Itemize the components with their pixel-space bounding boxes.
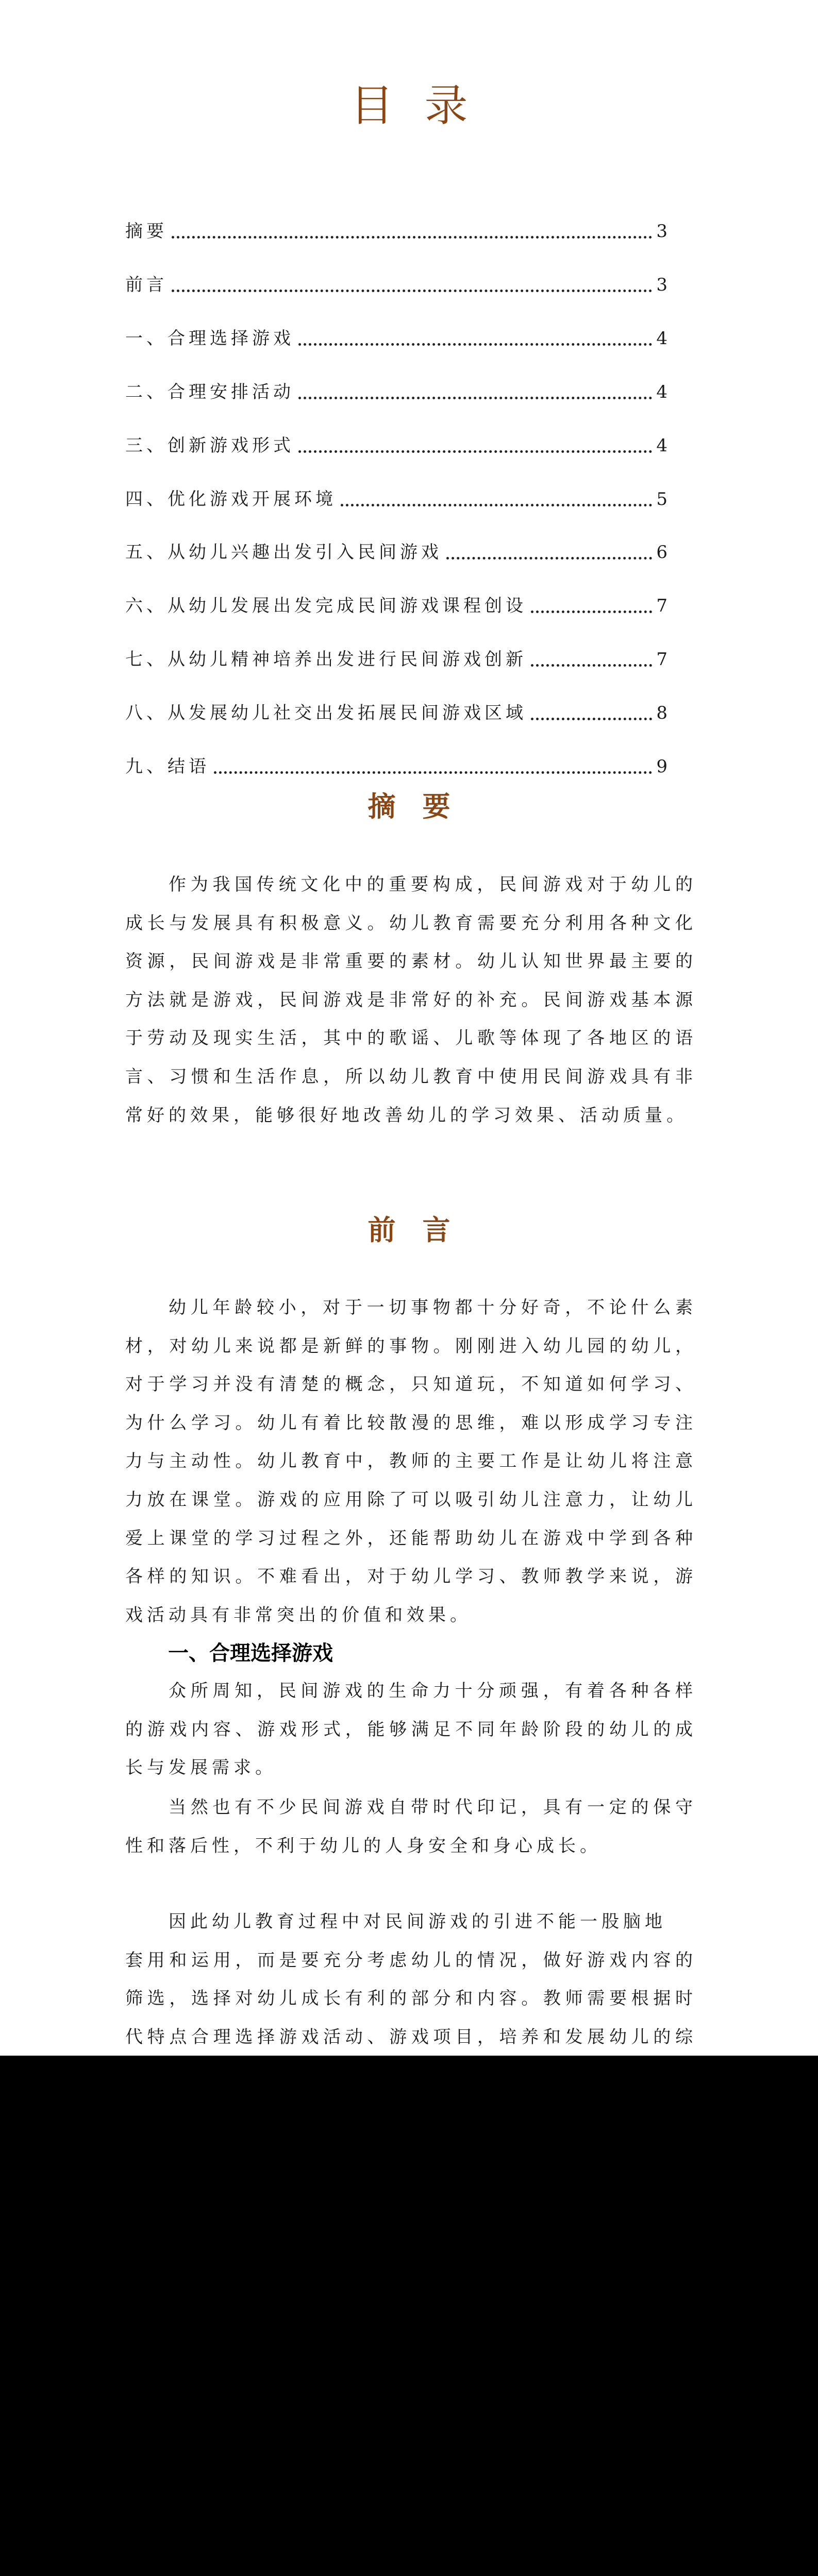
text-line: 长与发展需求。 xyxy=(125,1757,277,1778)
toc-entry-label: 一、合理选择游戏 xyxy=(125,328,294,349)
text-line: 常好的效果，能够很好地改善幼儿的学习效果、活动质量。 xyxy=(125,1105,688,1126)
text-line: 于劳动及现实生活，其中的歌谣、儿歌等体现了各地区的语 xyxy=(125,1028,693,1049)
section-paragraph xyxy=(125,1788,693,1865)
toc-dot-leader xyxy=(298,343,652,346)
section-heading: 一、合理选择游戏 xyxy=(168,1641,333,1665)
toc-dot-leader xyxy=(298,450,652,453)
toc-page-number: 3 xyxy=(656,274,667,295)
text-line: 方法就是游戏，民间游戏是非常好的补充。民间游戏基本源 xyxy=(125,989,693,1010)
text-line: 代特点合理选择游戏活动、游戏项目，培养和发展幼儿的综 xyxy=(125,2026,693,2047)
toc-entry[interactable] xyxy=(125,537,667,568)
text-line: 力与主动性。幼儿教育中，教师的主要工作是让幼儿将注意 xyxy=(125,1451,693,1472)
toc-page-number: 6 xyxy=(656,542,667,563)
toc-page-number: 3 xyxy=(656,221,667,242)
section-paragraph xyxy=(125,1903,693,2056)
text-line: 材，对幼儿来说都是新鲜的事物。刚刚进入幼儿园的幼儿， xyxy=(125,1335,693,1357)
toc-dot-leader xyxy=(214,771,652,774)
text-line: 资源，民间游戏是非常重要的素材。幼儿认知世界最主要的 xyxy=(125,951,693,972)
text-line: 众所周知，民间游戏的生命力十分顽强，有着各种各样 xyxy=(169,1681,693,1701)
toc-dot-leader xyxy=(172,236,652,239)
text-line: 对于学习并没有清楚的概念，只知道玩，不知道如何学习、 xyxy=(125,1374,693,1395)
toc-dot-leader xyxy=(341,504,652,506)
toc-entry[interactable] xyxy=(125,590,667,621)
toc-page-number: 4 xyxy=(656,381,667,402)
text-line: 成长与发展具有积极意义。幼儿教育需要充分利用各种文化 xyxy=(125,912,693,934)
text-line: 爱上课堂的学习过程之外，还能帮助幼儿在游戏中学到各种 xyxy=(125,1528,693,1549)
preface-body xyxy=(125,1289,693,1634)
toc-title: 目录 xyxy=(350,80,499,131)
toc-entry-label: 八、从发展幼儿社交出发拓展民间游戏区域 xyxy=(125,703,527,724)
toc-page-number: 8 xyxy=(656,703,667,724)
toc-dot-leader xyxy=(446,557,652,560)
toc-entry[interactable] xyxy=(125,269,667,300)
toc-dot-leader xyxy=(172,290,652,292)
toc-entry[interactable] xyxy=(125,216,667,247)
text-line: 各样的知识。不难看出，对于幼儿学习、教师教学来说，游 xyxy=(125,1566,693,1587)
toc-page-number: 4 xyxy=(656,328,667,349)
text-line: 因此幼儿教育过程中对民间游戏的引进不能一股脑地 xyxy=(169,1911,666,1932)
toc-page-number: 7 xyxy=(656,596,667,617)
toc-entry[interactable] xyxy=(125,751,667,782)
section-paragraph xyxy=(125,1672,693,1787)
toc-dot-leader xyxy=(531,664,652,667)
toc-entry-label: 九、结语 xyxy=(125,756,210,777)
toc-page-number: 5 xyxy=(656,488,667,510)
toc-entry[interactable] xyxy=(125,377,667,408)
toc-entry-label: 二、合理安排活动 xyxy=(125,381,294,402)
text-line: 套用和运用，而是要充分考虑幼儿的情况，做好游戏内容的 xyxy=(125,1950,693,1971)
text-line: 力放在课堂。游戏的应用除了可以吸引幼儿注意力，让幼儿 xyxy=(125,1489,693,1510)
text-line: 筛选，选择对幼儿成长有利的部分和内容。教师需要根据时 xyxy=(125,1988,693,2009)
toc-dot-leader xyxy=(531,718,652,720)
text-line: 当然也有不少民间游戏自带时代印记，具有一定的保守 xyxy=(169,1797,693,1818)
text-line: 幼儿年龄较小，对于一切事物都十分好奇，不论什么素 xyxy=(169,1297,693,1318)
text-line: 的游戏内容、游戏形式，能够满足不同年龄阶段的幼儿的成 xyxy=(125,1719,693,1740)
toc-entry-label: 前言 xyxy=(125,274,168,295)
toc-entry-label: 摘要 xyxy=(125,221,168,242)
toc-page-number: 4 xyxy=(656,435,667,456)
toc-entry[interactable] xyxy=(125,644,667,675)
abstract-body xyxy=(125,866,693,1134)
toc-dot-leader xyxy=(531,611,652,613)
text-line: 为什么学习。幼儿有着比较散漫的思维，难以形成学习专注 xyxy=(125,1412,693,1433)
toc-entry-label: 六、从幼儿发展出发完成民间游戏课程创设 xyxy=(125,596,527,617)
toc-entry-label: 三、创新游戏形式 xyxy=(125,435,294,456)
toc-dot-leader xyxy=(298,397,652,399)
text-line: 言、习惯和生活作息，所以幼儿教育中使用民间游戏具有非 xyxy=(125,1066,693,1087)
toc-entry-label: 七、从幼儿精神培养出发进行民间游戏创新 xyxy=(125,649,527,670)
text-line: 性和落后性，不利于幼儿的人身安全和身心成长。 xyxy=(125,1835,602,1856)
toc-entry[interactable] xyxy=(125,323,667,354)
toc-entry-label: 四、优化游戏开展环境 xyxy=(125,488,337,510)
toc-entry[interactable] xyxy=(125,698,667,728)
text-line: 作为我国传统文化中的重要构成，民间游戏对于幼儿的 xyxy=(169,874,693,895)
preface-title: 前言 xyxy=(368,1213,477,1246)
toc-entry[interactable] xyxy=(125,430,667,461)
toc-entry[interactable] xyxy=(125,484,667,515)
abstract-title: 摘要 xyxy=(368,790,477,823)
toc-page-number: 7 xyxy=(656,649,667,670)
text-line: 戏活动具有非常突出的价值和效果。 xyxy=(125,1604,472,1625)
toc-entry-label: 五、从幼儿兴趣出发引入民间游戏 xyxy=(125,542,442,563)
toc-page-number: 9 xyxy=(656,756,667,777)
